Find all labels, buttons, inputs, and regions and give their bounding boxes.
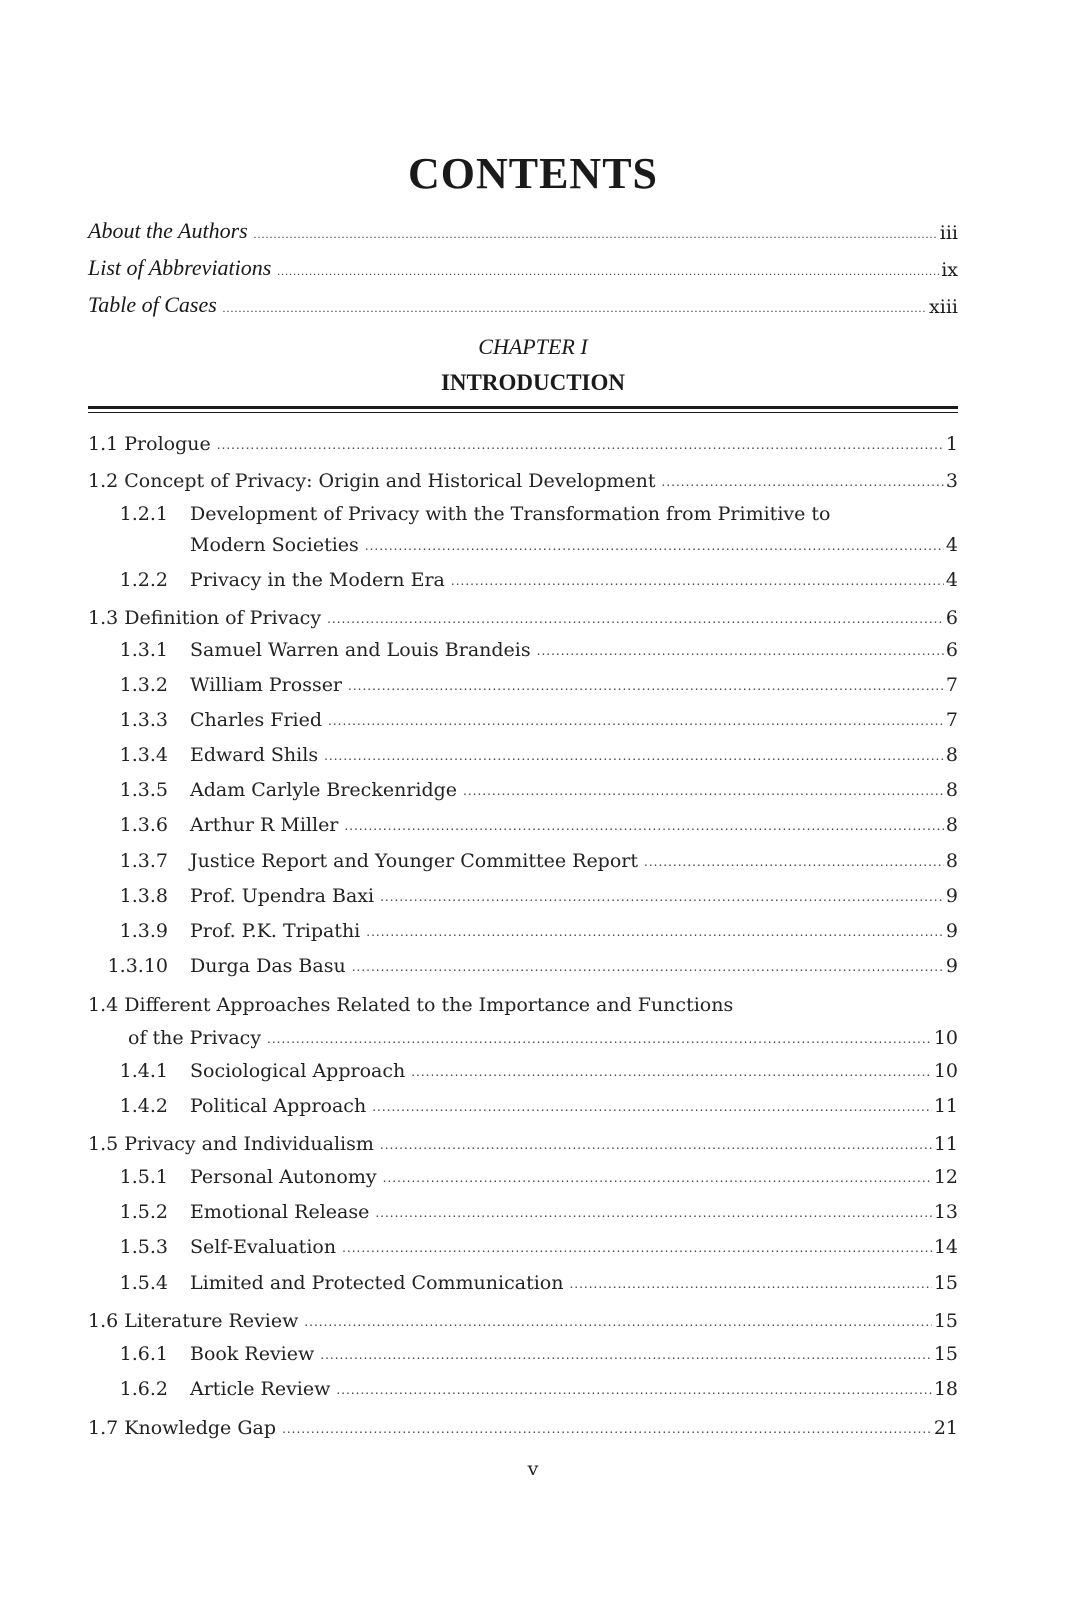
- leader-dots: [348, 680, 944, 692]
- section-number: 1.5.2: [119, 1201, 168, 1223]
- toc-page-number: 15: [933, 1272, 958, 1294]
- leader-dots: [451, 575, 944, 587]
- leader-dots: [380, 891, 944, 903]
- toc-page-number: 15: [933, 1310, 958, 1332]
- section-number: 1.2: [88, 470, 119, 492]
- section-title: Limited and Protected Communication: [190, 1272, 564, 1294]
- toc-entry-label: About the Authors: [88, 218, 248, 243]
- leader-dots: [267, 1033, 932, 1045]
- leader-dots: [324, 750, 944, 762]
- section-number: 1.2.2: [119, 569, 168, 591]
- section-title: Book Review: [190, 1343, 315, 1365]
- toc-entry-1-2-1-line1[interactable]: [88, 495, 958, 525]
- toc-page-number: 11: [933, 1095, 958, 1117]
- chapter-title: INTRODUCTION: [440, 370, 626, 395]
- heading-rule-thin: [88, 412, 958, 413]
- toc-entry-1-4-line1[interactable]: [88, 986, 958, 1016]
- toc-entry-1-4-2[interactable]: [88, 1087, 958, 1117]
- section-title: Knowledge Gap: [124, 1417, 276, 1439]
- section-number: 1.4: [88, 994, 119, 1016]
- toc-page-number: 10: [933, 1027, 958, 1049]
- leader-dots: [380, 1139, 932, 1151]
- section-title: Political Approach: [190, 1095, 367, 1117]
- toc-page-number: 15: [933, 1343, 958, 1365]
- section-title-line2: of the Privacy: [128, 1027, 262, 1049]
- section-number: 1.3.8: [119, 885, 168, 907]
- toc-entry-1-4-line2[interactable]: [88, 1019, 958, 1049]
- section-title: Samuel Warren and Louis Brandeis: [190, 639, 531, 661]
- section-number: 1.4.2: [119, 1095, 168, 1117]
- toc-page-number: 8: [945, 850, 958, 872]
- section-number: 1.2.1: [119, 503, 168, 525]
- toc-page-number: ix: [941, 259, 958, 281]
- leader-dots: [217, 439, 944, 451]
- toc-entry-1-3-3[interactable]: [88, 701, 958, 731]
- toc-entry-1-3-6[interactable]: [88, 806, 958, 836]
- section-title: Literature Review: [124, 1310, 299, 1332]
- toc-entry-1-3-8[interactable]: [88, 877, 958, 907]
- toc-entry-1-5-1[interactable]: [88, 1158, 958, 1188]
- toc-page-number: 4: [945, 534, 958, 556]
- toc-page-number: 9: [945, 885, 958, 907]
- toc-page-number: 11: [933, 1133, 958, 1155]
- toc-page-number: 7: [945, 709, 958, 731]
- toc-entry-label: Table of Cases: [88, 292, 217, 317]
- leader-dots: [644, 856, 944, 868]
- section-number: 1.3.7: [119, 850, 168, 872]
- leader-dots: [223, 302, 927, 314]
- toc-page-number: 21: [933, 1417, 958, 1439]
- heading-rule-thick: [88, 406, 958, 409]
- toc-page-number: 4: [945, 569, 958, 591]
- section-number: 1.4.1: [119, 1060, 168, 1082]
- section-number: 1.5.4: [119, 1272, 168, 1294]
- toc-entry-1-2[interactable]: [88, 462, 958, 492]
- section-title: Edward Shils: [190, 744, 319, 766]
- toc-page-number: 18: [933, 1378, 958, 1400]
- section-title: Durga Das Basu: [190, 955, 346, 977]
- toc-entry-label: List of Abbreviations: [88, 255, 272, 280]
- section-number: 1.5: [88, 1133, 119, 1155]
- leader-dots: [365, 540, 944, 552]
- leader-dots: [569, 1278, 931, 1290]
- toc-entry-1-6-2[interactable]: [88, 1370, 958, 1400]
- section-number: 1.3.4: [119, 744, 168, 766]
- section-number: 1.7: [88, 1417, 119, 1439]
- toc-page-number: 1: [945, 433, 958, 455]
- section-number: 1.3.1: [119, 639, 168, 661]
- section-title: Emotional Release: [190, 1201, 370, 1223]
- leader-dots: [352, 961, 944, 973]
- toc-page-number: 10: [933, 1060, 958, 1082]
- toc-entry-1-5-4[interactable]: [88, 1264, 958, 1294]
- section-title: Prof. P.K. Tripathi: [190, 920, 361, 942]
- leader-dots: [372, 1101, 932, 1113]
- toc-entry-1-3-5[interactable]: [88, 771, 958, 801]
- toc-page-number: 7: [945, 674, 958, 696]
- section-title: Prof. Upendra Baxi: [190, 885, 375, 907]
- section-title: Charles Fried: [190, 709, 323, 731]
- section-number: 1.6.2: [119, 1378, 168, 1400]
- toc-entry-1-3-10[interactable]: [88, 947, 958, 977]
- leader-dots: [375, 1207, 931, 1219]
- toc-page-number: 14: [933, 1236, 958, 1258]
- section-title: Privacy and Individualism: [124, 1133, 374, 1155]
- section-title: Privacy in the Modern Era: [190, 569, 445, 591]
- toc-entry-1-2-2[interactable]: [88, 561, 958, 591]
- section-number: 1.3.5: [119, 779, 168, 801]
- toc-page-number: 8: [945, 779, 958, 801]
- toc-entry-1-3-7[interactable]: [88, 842, 958, 872]
- section-number: 1.6.1: [119, 1343, 168, 1365]
- toc-page-number: xiii: [929, 296, 958, 318]
- toc-entry-1-5-2[interactable]: [88, 1193, 958, 1223]
- section-title: Article Review: [190, 1378, 331, 1400]
- toc-entry-table-of-cases[interactable]: [88, 288, 958, 318]
- section-title: William Prosser: [190, 674, 343, 696]
- toc-page-number: 6: [945, 639, 958, 661]
- toc-page-number: 3: [945, 470, 958, 492]
- section-title: Personal Autonomy: [190, 1166, 377, 1188]
- toc-page-number: 9: [945, 920, 958, 942]
- section-number: 1.6: [88, 1310, 119, 1332]
- section-title: Self-Evaluation: [190, 1236, 337, 1258]
- section-number: 1.3.6: [119, 814, 168, 836]
- toc-entry-1-3[interactable]: [88, 599, 958, 629]
- section-number: 1.3.2: [119, 674, 168, 696]
- section-title-line1: Development of Privacy with the Transformation from Primitive to: [190, 503, 831, 525]
- section-title: Justice Report and Younger Committee Report: [190, 850, 639, 872]
- section-title-line2: Modern Societies: [190, 534, 359, 556]
- section-title: Concept of Privacy: Origin and Historical Development: [124, 470, 656, 492]
- leader-dots: [282, 1423, 932, 1435]
- leader-dots: [277, 265, 939, 277]
- toc-entry-1-1[interactable]: [88, 425, 958, 455]
- leader-dots: [662, 476, 944, 488]
- toc-entry-1-6-1[interactable]: [88, 1335, 958, 1365]
- leader-dots: [411, 1066, 932, 1078]
- section-title: Prologue: [124, 433, 211, 455]
- section-number: 1.1: [88, 433, 119, 455]
- section-number: 1.3.9: [119, 920, 168, 942]
- leader-dots: [463, 785, 944, 797]
- leader-dots: [304, 1316, 931, 1328]
- toc-entry-1-7[interactable]: [88, 1409, 958, 1439]
- toc-entry-abbreviations[interactable]: [88, 251, 958, 281]
- toc-entry-1-5[interactable]: [88, 1125, 958, 1155]
- toc-entry-1-3-1[interactable]: [88, 631, 958, 661]
- chapter-label: CHAPTER I: [478, 334, 588, 359]
- page-title: CONTENTS: [407, 149, 659, 198]
- toc-entry-1-2-1-line2[interactable]: [88, 526, 958, 556]
- section-number: 1.3: [88, 607, 119, 629]
- section-number: 1.5.3: [119, 1236, 168, 1258]
- toc-entry-1-6[interactable]: [88, 1302, 958, 1332]
- leader-dots: [336, 1384, 931, 1396]
- toc-page-number: 8: [945, 744, 958, 766]
- leader-dots: [342, 1242, 932, 1254]
- leader-dots: [366, 926, 944, 938]
- page-folio: v: [527, 1458, 539, 1480]
- toc-page-number: 8: [945, 814, 958, 836]
- section-title: Definition of Privacy: [124, 607, 322, 629]
- section-number: 1.5.1: [119, 1166, 168, 1188]
- section-number: 1.3.10: [107, 955, 168, 977]
- toc-page-number: 6: [945, 607, 958, 629]
- toc-entry-1-3-4[interactable]: [88, 736, 958, 766]
- leader-dots: [328, 715, 944, 727]
- toc-entry-1-4-1[interactable]: [88, 1052, 958, 1082]
- section-title: Arthur R Miller: [190, 814, 339, 836]
- leader-dots: [344, 820, 944, 832]
- toc-entry-1-3-9[interactable]: [88, 912, 958, 942]
- leader-dots: [254, 228, 938, 240]
- section-number: 1.3.3: [119, 709, 168, 731]
- toc-entry-1-3-2[interactable]: [88, 666, 958, 696]
- toc-page-number: 12: [933, 1166, 958, 1188]
- toc-page-number: 13: [933, 1201, 958, 1223]
- section-title: Adam Carlyle Breckenridge: [190, 779, 458, 801]
- section-title-line1: Different Approaches Related to the Importance and Functions: [124, 994, 734, 1016]
- leader-dots: [320, 1349, 932, 1361]
- toc-entry-1-5-3[interactable]: [88, 1228, 958, 1258]
- section-title: Sociological Approach: [190, 1060, 406, 1082]
- leader-dots: [327, 613, 944, 625]
- toc-page-number: 9: [945, 955, 958, 977]
- leader-dots: [383, 1172, 932, 1184]
- toc-entry-about-authors[interactable]: [88, 214, 958, 244]
- toc-page-number: iii: [939, 222, 958, 244]
- leader-dots: [537, 645, 944, 657]
